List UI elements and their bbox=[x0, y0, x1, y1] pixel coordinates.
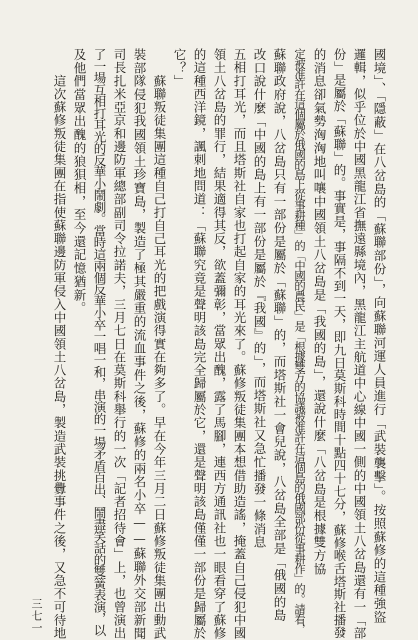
text-column: 司長扎米亞京和邊防軍總部副司令拉諾夫，三月七日在莫斯科舉行的一次「記者招待會」上，也曾演出 bbox=[112, 48, 127, 640]
text-column: 裝部隊侵犯我國領土珍寶島，製造了極其嚴重的流血事件之後，蘇修的兩名小卒——蘇聯外交部新聞 bbox=[132, 48, 147, 640]
text-column: 邏輯，似乎位於中國黑龍江省撫遠縣境內，黑龍江主航道中心線中國一側的中國領土八岔島還有一「部 bbox=[352, 48, 367, 640]
text-column: 它？」 bbox=[172, 48, 187, 89]
text-column: 定被准許在這個屬於俄國的島上從事耕種」的「中國的農民」是「根據雙方的協議被准許在這個島的俄國部份從事耕作」的。請看， bbox=[293, 48, 306, 634]
text-column: 改口說什麼「中國的島上有一部份是屬於『我國』的」，而塔斯社又急忙播發一條消息 bbox=[252, 48, 267, 550]
text-column: 蘇聯叛徒集團這種自己打自己耳光的把戲演得實在夠多了。早在今年三月二日蘇修叛徒集團出動武 bbox=[152, 48, 167, 640]
text-column: 國境」、「隱蔽」在八岔島的「蘇聯部份」，向蘇聯河運人員進行「武裝襲擊」。按照蘇修的這種強盜 bbox=[372, 48, 387, 624]
text-column: 了一場互相打耳光的反華小鬧劇。當時這兩個反華小卒一唱一和，串演的一場矛盾百出、鬧盡笑話的雙簧表演，以 bbox=[92, 48, 107, 636]
text-column: 這次蘇修叛徒集團在指使蘇聯邊防軍侵入中國領土八岔島，製造武裝挑釁事件之後，又急不可待地 bbox=[52, 48, 67, 640]
text-column: 的消息卻氣勢洶洶地叫嚷中國領土八岔島是「我國的島」，還說什麼「八岔島是根據雙方協 bbox=[312, 48, 327, 576]
text-column: 的這種西洋鏡，諷刺地問道：「蘇聯究竟是聲明該島完全歸屬於它，還是聲明該島僅僅一部份是歸屬於 bbox=[192, 48, 207, 640]
page-number: 三七一 bbox=[30, 598, 43, 634]
text-column: 領土八岔島的罪行，結果適得其反，欲蓋彌彰，當眾出醜，露了馬腳，連西方通訊社也一眼看穿了蘇修 bbox=[212, 48, 227, 640]
text-column: 份」是屬於「蘇聯」的。事實是，事隔不到一天，即九日莫斯科時間十點四十七分，蘇修喉舌塔斯社播發 bbox=[332, 48, 347, 640]
text-column: 蘇聯政府說，八岔島只有一部份是屬於「蘇聯」的，而塔斯社一會兒說，八岔島全部是「俄國的島 bbox=[272, 48, 287, 623]
text-column: 五相打耳光，而且塔斯社自家也打起自家的耳光來了。蘇修叛徒集團本想借助造謠，掩蓋自己侵犯中國 bbox=[232, 48, 247, 640]
text-column: 及他們當眾出醜的狼狽相，至今還記憶猶新。 bbox=[72, 48, 87, 315]
